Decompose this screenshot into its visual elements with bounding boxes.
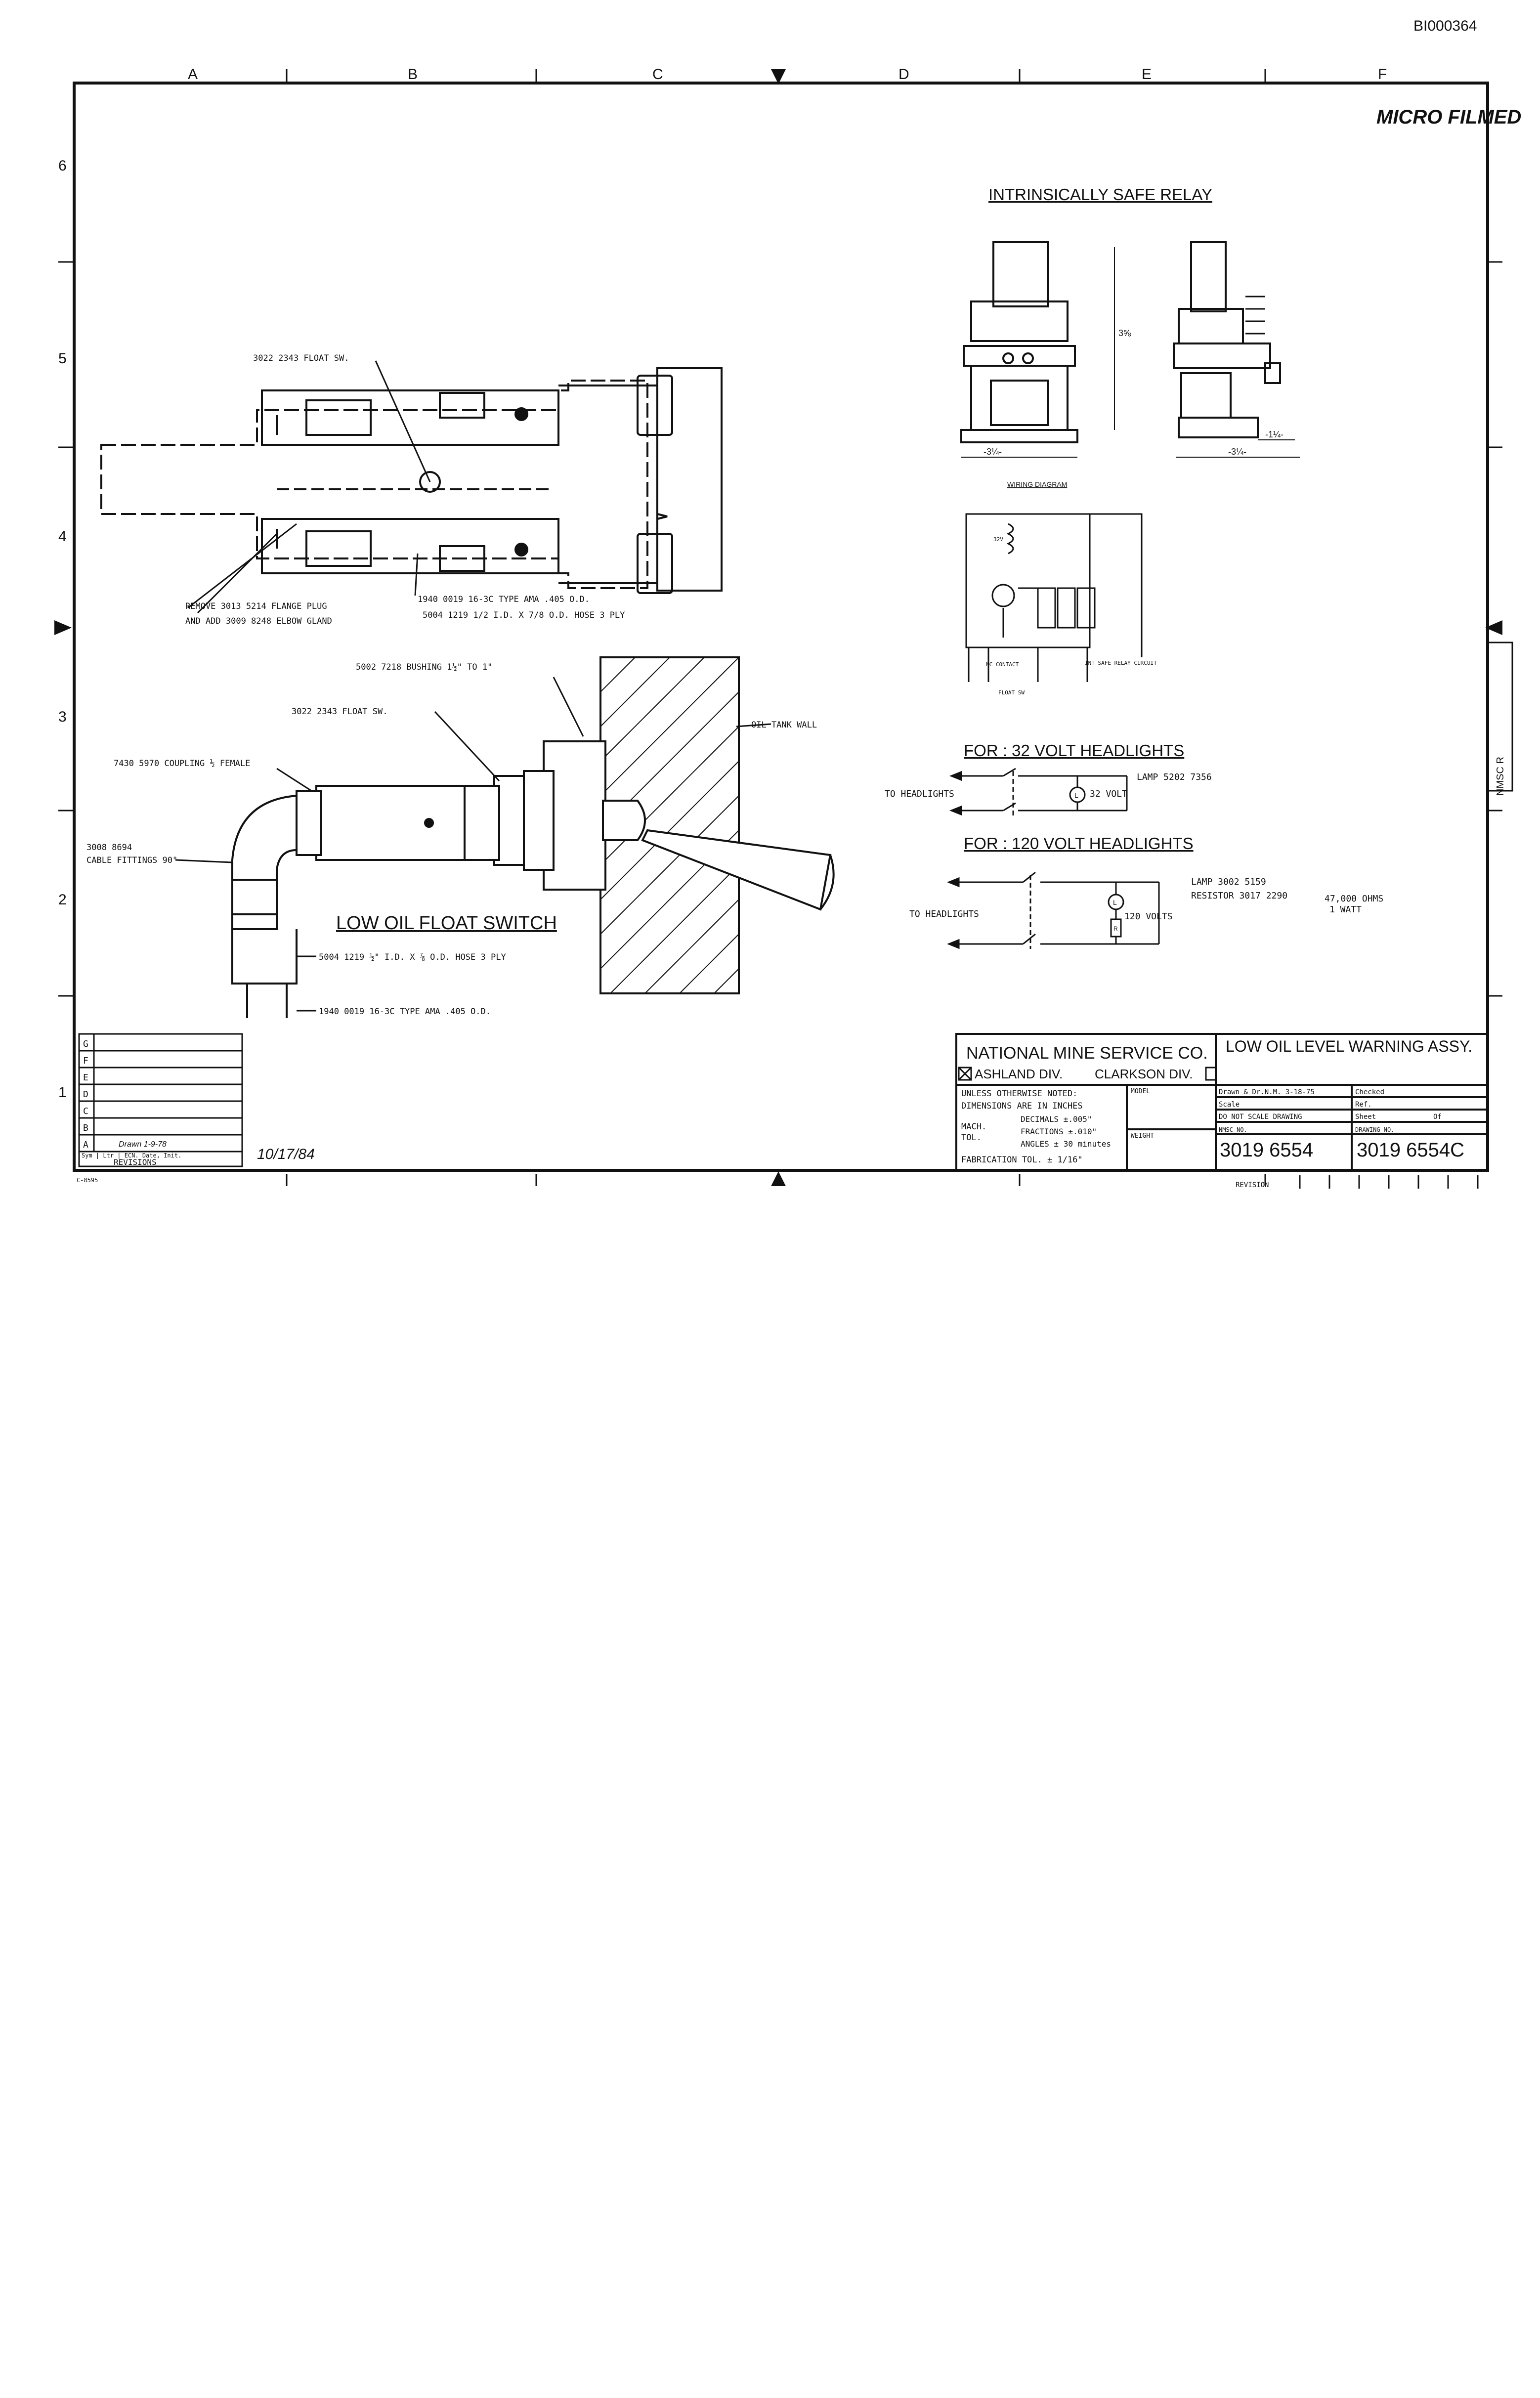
scale-label: Scale bbox=[1219, 1101, 1240, 1109]
grid-col-b: B bbox=[408, 66, 418, 83]
v120-watt: 1 WATT bbox=[1329, 904, 1362, 915]
relay-contact-label: NC CONTACT bbox=[986, 661, 1019, 668]
tol-label: TOL. bbox=[961, 1133, 982, 1143]
rev-letter-g: G bbox=[83, 1039, 88, 1049]
grid-col-d: D bbox=[898, 66, 909, 83]
ashland-division: ASHLAND DIV. bbox=[975, 1067, 1063, 1081]
relay-side-width-dim: -3¼- bbox=[1228, 447, 1247, 457]
v120-labels bbox=[909, 877, 1383, 932]
cable-fitting-number: 3008 8694 bbox=[86, 843, 132, 853]
relay-front-height-dim: 3⅝ bbox=[1118, 328, 1131, 338]
notes-line-2: DIMENSIONS ARE IN INCHES bbox=[961, 1101, 1083, 1111]
angles-tolerance: ANGLES ± 30 minutes bbox=[1021, 1139, 1112, 1149]
grid-row-1: 1 bbox=[58, 1084, 67, 1101]
nmsc-no-label: NMSC NO. bbox=[1219, 1126, 1247, 1133]
do-not-scale: DO NOT SCALE DRAWING bbox=[1219, 1113, 1302, 1121]
top-view-assembly bbox=[101, 361, 722, 613]
relay-front-view bbox=[961, 242, 1114, 457]
revisions-title: REVISIONS bbox=[114, 1157, 157, 1167]
title-block-text bbox=[961, 1037, 1472, 1165]
v32-lamp-symbol: L bbox=[1074, 791, 1078, 799]
float-switch-detail bbox=[175, 657, 834, 1018]
sheet-label: Sheet bbox=[1355, 1113, 1376, 1121]
weight-label: WEIGHT bbox=[1131, 1132, 1154, 1140]
float-hose-label: 5004 1219 ½" I.D. X ⅞ O.D. HOSE 3 PLY bbox=[319, 952, 506, 962]
drawing-title: LOW OIL LEVEL WARNING ASSY. bbox=[1226, 1037, 1473, 1055]
relay-side-view bbox=[1174, 242, 1300, 457]
side-tag: NMSC R bbox=[1495, 757, 1506, 796]
rev-letter-b: B bbox=[83, 1123, 88, 1133]
drawing-no-label: DRAWING NO. bbox=[1355, 1126, 1395, 1133]
add-elbow-gland-label: AND ADD 3009 8248 ELBOW GLAND bbox=[185, 616, 332, 626]
mach-label: MACH. bbox=[961, 1122, 987, 1132]
rev-header: Sym | Ltr | ECN. Date, Init. bbox=[82, 1152, 182, 1159]
grid-col-e: E bbox=[1142, 66, 1152, 83]
grid-top-ticks bbox=[287, 69, 1265, 1186]
v120-circuit bbox=[949, 872, 1159, 949]
v120-to-headlights: TO HEADLIGHTS bbox=[909, 909, 979, 919]
v120-resistor-symbol: R bbox=[1113, 925, 1118, 932]
top-hose-label: 5004 1219 1/2 I.D. X 7/8 O.D. HOSE 3 PLY bbox=[423, 610, 625, 620]
remove-flange-plug-label: REMOVE 3013 5214 FLANGE PLUG bbox=[185, 601, 327, 611]
v120-ohms: 47,000 OHMS bbox=[1325, 894, 1384, 904]
v120-lamp-symbol: L bbox=[1113, 899, 1117, 906]
grid-col-a: A bbox=[188, 66, 198, 83]
checked-by: Checked bbox=[1355, 1088, 1385, 1096]
relay-front-width-dim: -3¼- bbox=[984, 447, 1002, 457]
v120-lamp: LAMP 3002 5159 bbox=[1191, 877, 1266, 887]
top-cable-label: 1940 0019 16-3C TYPE AMA .405 O.D. bbox=[418, 595, 590, 604]
rev-letter-e: E bbox=[83, 1072, 88, 1083]
v120-title: FOR : 120 VOLT HEADLIGHTS bbox=[964, 834, 1194, 853]
rev-letter-d: D bbox=[83, 1089, 88, 1100]
revision-letters bbox=[77, 1039, 315, 1184]
float-switch-title: LOW OIL FLOAT SWITCH bbox=[336, 913, 557, 934]
cable-fitting-label: CABLE FITTINGS 90° bbox=[86, 856, 178, 865]
drawn-by: Drawn & Dr.N.M. 3-18-75 bbox=[1219, 1088, 1315, 1096]
nmsc-number: 3019 6554 bbox=[1220, 1139, 1314, 1161]
notes-line-1: UNLESS OTHERWISE NOTED: bbox=[961, 1089, 1078, 1099]
sheet-of-label: Of bbox=[1433, 1113, 1442, 1121]
drawing-number: 3019 6554C bbox=[1357, 1139, 1464, 1161]
ref-label: Ref. bbox=[1355, 1101, 1372, 1109]
grid-row-3: 3 bbox=[58, 709, 67, 725]
grid-row-2: 2 bbox=[58, 892, 67, 908]
micro-filmed-stamp: MICRO FILMED bbox=[1376, 106, 1522, 128]
relay-float-label: FLOAT SW bbox=[998, 689, 1025, 696]
relay-title: INTRINSICALLY SAFE RELAY bbox=[988, 185, 1212, 204]
relay-circuit-label: INT SAFE RELAY CIRCUIT bbox=[1085, 660, 1157, 666]
company-name: NATIONAL MINE SERVICE CO. bbox=[966, 1044, 1208, 1063]
rev-letter-a: A bbox=[83, 1140, 88, 1150]
float-sw-label: 3022 2343 FLOAT SW. bbox=[292, 707, 388, 717]
oil-tank-wall-label: OIL TANK WALL bbox=[751, 720, 817, 730]
v32-lamp: LAMP 5202 7356 bbox=[1137, 772, 1212, 782]
grid-column-labels bbox=[188, 66, 1387, 83]
grid-row-5: 5 bbox=[58, 350, 67, 367]
wiring-diagram-label: WIRING DIAGRAM bbox=[1007, 480, 1068, 488]
model-label: MODEL bbox=[1131, 1088, 1151, 1095]
decimals-tolerance: DECIMALS ±.005" bbox=[1021, 1114, 1092, 1124]
form-number: C-8595 bbox=[77, 1177, 98, 1184]
relay-coil-label: 32V bbox=[993, 536, 1003, 543]
clarkson-division: CLARKSON DIV. bbox=[1095, 1067, 1193, 1081]
revision-signature: 10/17/84 bbox=[257, 1146, 315, 1162]
rev-entry-a: Drawn 1-9-78 bbox=[119, 1140, 167, 1149]
grid-col-c: C bbox=[652, 66, 663, 83]
fractions-tolerance: FRACTIONS ±.010" bbox=[1021, 1127, 1097, 1136]
center-arrow-bottom bbox=[771, 1171, 786, 1186]
grid-row-6: 6 bbox=[58, 158, 67, 174]
grid-row-4: 4 bbox=[58, 528, 67, 545]
document-id: BI000364 bbox=[1413, 18, 1477, 34]
fabrication-tolerance: FABRICATION TOL. ± 1/16" bbox=[961, 1155, 1083, 1165]
coupling-label: 7430 5970 COUPLING ½ FEMALE bbox=[114, 759, 251, 769]
bushing-label: 5002 7218 BUSHING 1½" TO 1" bbox=[356, 662, 493, 672]
v120-volts: 120 VOLTS bbox=[1124, 911, 1173, 922]
revision-strip-label: REVISION bbox=[1236, 1181, 1269, 1189]
relay-side-depth-dim: -1¼- bbox=[1265, 429, 1284, 439]
rev-letter-c: C bbox=[83, 1106, 88, 1116]
v32-volt: 32 VOLT bbox=[1090, 789, 1127, 799]
v32-title: FOR : 32 VOLT HEADLIGHTS bbox=[964, 741, 1185, 760]
v120-resistor: RESISTOR 3017 2290 bbox=[1191, 891, 1288, 901]
relay-wiring-labels bbox=[986, 536, 1157, 696]
v32-to-headlights: TO HEADLIGHTS bbox=[885, 789, 954, 799]
center-arrow-left bbox=[54, 620, 72, 635]
revision-strip bbox=[1300, 1175, 1478, 1189]
relay-wiring-diagram bbox=[966, 514, 1142, 682]
float-cable-label: 1940 0019 16-3C TYPE AMA .405 O.D. bbox=[319, 1007, 491, 1017]
grid-col-f: F bbox=[1378, 66, 1387, 83]
rev-letter-f: F bbox=[83, 1056, 88, 1066]
top-float-switch-label: 3022 2343 FLOAT SW. bbox=[253, 353, 349, 363]
